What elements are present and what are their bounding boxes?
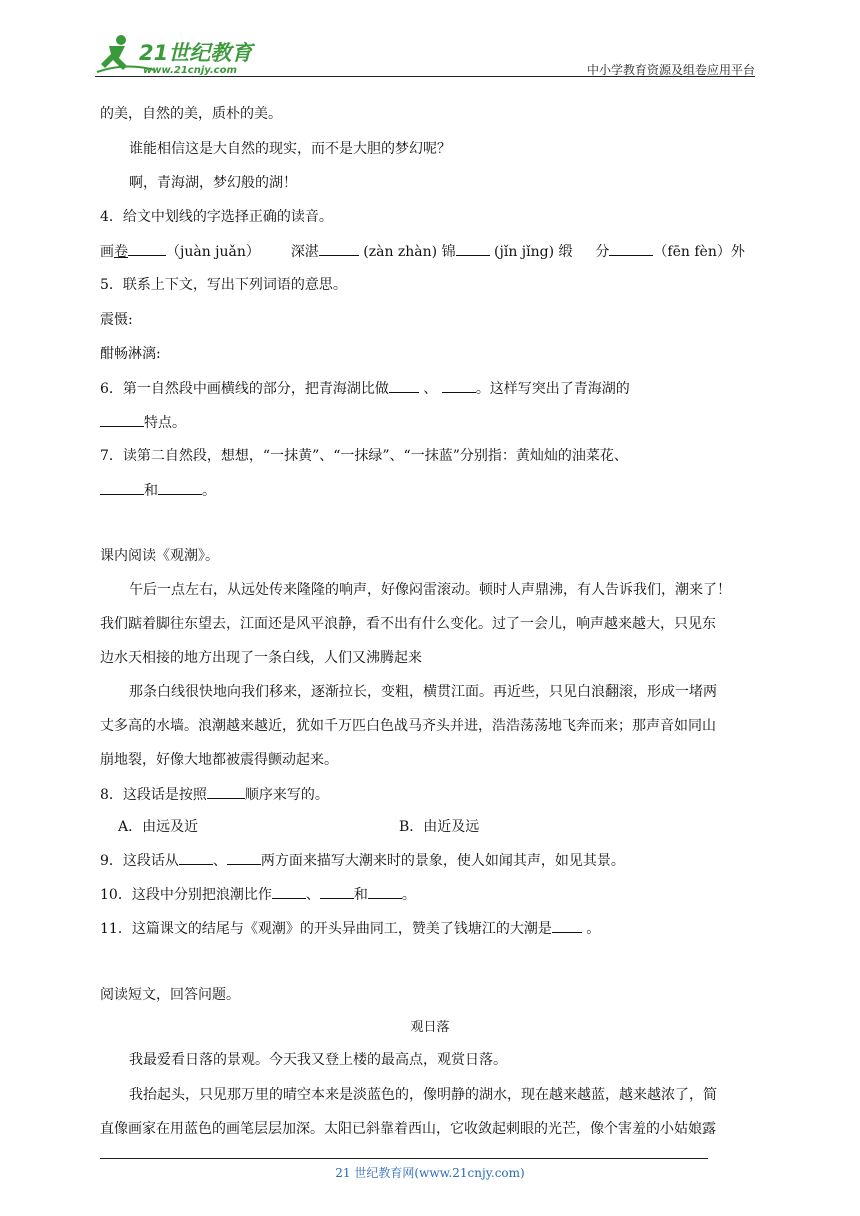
question-5-term-1: 震慑: bbox=[100, 312, 133, 328]
footer-source[interactable]: 21 世纪教育网(www.21cnjy.com) bbox=[335, 1166, 525, 1180]
passage-line: 崩地裂，好像大地都被震得颤动起来。 bbox=[100, 752, 338, 768]
svg-text:www.21cnjy.com: www.21cnjy.com bbox=[143, 65, 237, 76]
answer-blank[interactable] bbox=[128, 241, 166, 256]
question-7: 7．读第二自然段，想想，“一抹黄”、“一抹绿”、“一抹蓝”分别指：黄灿灿的油菜花、 bbox=[100, 448, 628, 464]
passage-line: 我抬起头，只见那万里的晴空本来是淡蓝色的，像明静的湖水，现在越来越蓝，越来越浓了，简 bbox=[129, 1087, 717, 1103]
answer-blank[interactable] bbox=[389, 378, 419, 393]
passage-line: 那条白线很快地向我们移来，逐渐拉长，变粗，横贯江面。再近些，只见白浪翻滚，形成一堵两 bbox=[129, 684, 717, 700]
question-11: 11．这篇课文的结尾与《观潮》的开头异曲同工，赞美了钱塘江的大潮是 。 bbox=[100, 918, 600, 939]
page-header bbox=[95, 30, 755, 80]
answer-blank[interactable] bbox=[272, 884, 306, 899]
question-5: 5．联系上下文，写出下列词语的意思。 bbox=[100, 277, 347, 293]
question-5-term-2: 酣畅淋漓: bbox=[100, 346, 161, 362]
answer-blank[interactable] bbox=[320, 884, 354, 899]
question-4-options: 画卷 （juàn juǎn） 深湛 (zàn zhàn) 锦 (jǐn jǐng) 缎 分 （fēn fèn）外 bbox=[100, 241, 745, 262]
passage-line: 谁能相信这是大自然的现实，而不是大胆的梦幻呢？ bbox=[129, 141, 451, 157]
answer-blank[interactable] bbox=[319, 241, 359, 256]
passage-line: 丈多高的水墙。浪潮越来越近，犹如千万匹白色战马齐头并进，浩浩荡荡地飞奔而来；那声音如同山 bbox=[100, 718, 716, 734]
answer-blank[interactable] bbox=[609, 241, 653, 256]
answer-blank[interactable] bbox=[100, 412, 144, 427]
svg-text:21世纪教育: 21世纪教育 bbox=[139, 41, 253, 65]
passage-line: 边水天相接的地方出现了一条白线，人们又沸腾起来 bbox=[100, 650, 422, 666]
section-intro: 课内阅读《观潮》。 bbox=[100, 548, 219, 564]
answer-blank[interactable] bbox=[179, 850, 213, 865]
question-8: 8．这段话是按照 顺序来写的。 bbox=[100, 784, 329, 805]
footer-divider bbox=[100, 1158, 708, 1159]
answer-blank[interactable] bbox=[456, 241, 490, 256]
answer-blank[interactable] bbox=[207, 784, 245, 799]
answer-blank[interactable] bbox=[442, 378, 476, 393]
answer-blank[interactable] bbox=[158, 480, 202, 495]
header-platform-text: 中小学教育资源及组卷应用平台 bbox=[586, 63, 755, 77]
answer-blank[interactable] bbox=[227, 850, 261, 865]
article-title: 观日落 bbox=[410, 1020, 450, 1035]
passage-line: 我们踮着脚往东望去，江面还是风平浪静，看不出有什么变化。过了一会儿，响声越来越大，只见东 bbox=[100, 616, 716, 632]
answer-blank[interactable] bbox=[100, 480, 144, 495]
question-8-option-b[interactable]: B．由近及远 bbox=[399, 819, 480, 835]
question-6-cont: 特点。 bbox=[100, 412, 186, 433]
question-7-cont: 和 。 bbox=[100, 480, 216, 501]
header-divider bbox=[95, 76, 755, 77]
question-9: 9．这段话从 、 两方面来描写大潮来时的景象，使人如闻其声，如见其景。 bbox=[100, 850, 625, 871]
question-10: 10．这段中分别把浪潮比作 、 和 。 bbox=[100, 884, 416, 905]
site-logo bbox=[95, 32, 265, 76]
passage-line: 的美，自然的美，质朴的美。 bbox=[100, 106, 282, 122]
question-8-option-a[interactable]: A．由远及近 bbox=[118, 819, 199, 835]
question-4: 4．给文中划线的字选择正确的读音。 bbox=[100, 209, 333, 225]
passage-line: 直像画家在用蓝色的画笔层层加深。太阳已斜靠着西山，它收敛起刺眼的光芒，像个害羞的小姑娘露 bbox=[100, 1121, 716, 1137]
section-intro: 阅读短文，回答问题。 bbox=[100, 987, 240, 1003]
answer-blank[interactable] bbox=[368, 884, 402, 899]
passage-line: 我最爱看日落的景观。今天我又登上楼的最高点，观赏日落。 bbox=[129, 1052, 507, 1068]
passage-line: 午后一点左右，从远处传来隆隆的响声，好像闷雷滚动。顿时人声鼎沸，有人告诉我们，潮来了！ bbox=[129, 582, 731, 598]
question-6: 6．第一自然段中画横线的部分，把青海湖比做 、 。这样写突出了青海湖的 bbox=[100, 378, 630, 399]
answer-blank[interactable] bbox=[552, 918, 582, 933]
passage-line: 啊，青海湖，梦幻般的湖！ bbox=[129, 175, 297, 191]
